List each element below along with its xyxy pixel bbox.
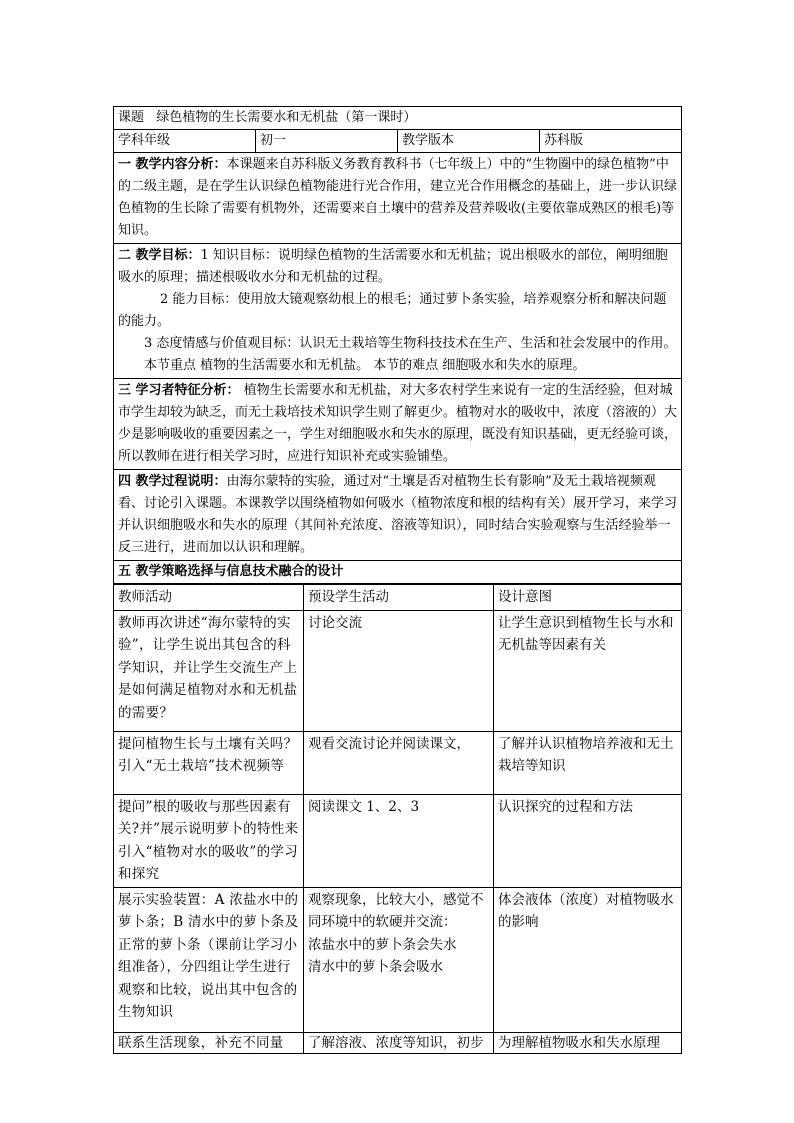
- strategy-heading: 五 教学策略选择与信息技术融合的设计: [114, 561, 682, 584]
- section-learner-analysis: [114, 379, 682, 470]
- key-points: 本节重点 植物的生活需要水和无机盐。 本节的难点 细胞吸水和失水的原理。: [144, 358, 586, 373]
- lesson-title: 绿色植物的生长需要水和无机盐（第一课时）: [156, 110, 417, 125]
- process-heading: 四 教学过程说明：: [118, 474, 227, 489]
- teacher-activity: 教师再次讲述“海尔蒙特的实验”，让学生说出其包含的科学知识，并让学生交流生产上是如何满足植物对水和无机盐的需要？: [114, 610, 304, 731]
- teaching-goals-cell: [114, 244, 682, 379]
- learner-analysis-text: 植物生长需要水和无机盐，对大多农村学生来说有一定的生活经验，但对城市学生却较为缺乏，而无土栽培技术知识学生则了解更少。植物对水的吸收中，浓度（溶液的）大少是影响吸收的重要因素之一，学生对细胞吸水和失水的原理，既没有知识基础，更无经验可谈，所以教师在进行相关学习时，应进行知识补充或实验铺垫。: [118, 383, 678, 464]
- title-row: [114, 107, 682, 130]
- section-strategy-heading-row: [114, 561, 682, 584]
- student-activity: 观察现象，比较大小，感觉不同环境中的软硬并交流： 浓盐水中的萝卜条会失水 清水中的萝卜条会吸水: [304, 887, 494, 1032]
- knowledge-goal: 1 知识目标：说明绿色植物的生活需要水和无机盐；说出根吸水的部位，阐明细胞吸水的原理；描述根吸收水分和无机盐的过程。: [118, 248, 668, 285]
- teacher-activity: 提问植物生长与土壤有关吗？引入“无土栽培”技术视频等: [114, 731, 304, 794]
- teaching-goals-heading: 二 教学目标：: [118, 248, 201, 263]
- title-cell: [114, 107, 682, 130]
- grade-label: 学科年级: [114, 130, 256, 153]
- student-activity: 讨论交流: [304, 610, 494, 731]
- section-content-analysis: [114, 153, 682, 244]
- student-activity: 了解溶液、浓度等知识，初步: [304, 1032, 494, 1053]
- activity-row: [114, 1032, 682, 1053]
- activity-row: [114, 610, 682, 731]
- student-activity: 阅读课文 1、2、3: [304, 794, 494, 887]
- section-teaching-goals: [114, 244, 682, 379]
- process-cell: [114, 470, 682, 561]
- grade-value: 初一: [256, 130, 398, 153]
- column-header: 教师活动: [114, 585, 304, 611]
- edition-value: 苏科版: [540, 130, 682, 153]
- process-text: 由海尔蒙特的实验，通过对“土壤是否对植物生长有影响”及无土栽培视频观看、讨论引入课题。本课教学以围绕植物如何吸水（植物浓度和根的结构有关）展开学习，来学习并认识细胞吸水和失水的原理（其间补充浓度、溶液等知识），同时结合实验观察与生活经验举一反三进行，进而加以认识和理解。: [118, 474, 678, 555]
- student-activity: 观看交流讨论并阅读课文，: [304, 731, 494, 794]
- title-label: 课题: [118, 110, 145, 125]
- lesson-plan-document: [113, 106, 681, 1054]
- activity-table: [113, 584, 682, 1054]
- meta-row: [114, 130, 682, 153]
- column-header: 预设学生活动: [304, 585, 494, 611]
- lesson-plan-table: [113, 106, 682, 584]
- content-analysis-cell: [114, 153, 682, 244]
- design-intent: 认识探究的过程和方法: [494, 794, 682, 887]
- learner-analysis-heading: 三 学习者特征分析：: [118, 383, 240, 398]
- content-analysis-text: 本课题来自苏科版义务教育教科书（七年级上）中的“生物圈中的绿色植物”中的二级主题，是在学生认识绿色植物能进行光合作用，建立光合作用概念的基础上，进一步认识绿色植物的生长除了需要有机物外，还需要来自土壤中的营养及营养吸收(主要依靠成熟区的根毛)等知识。: [118, 157, 678, 238]
- teacher-activity: 联系生活现象，补充不同量: [114, 1032, 304, 1053]
- learner-analysis-cell: [114, 379, 682, 470]
- design-intent: 为理解植物吸水和失水原理: [494, 1032, 682, 1053]
- content-analysis-heading: 一 教学内容分析：: [118, 157, 227, 172]
- teacher-activity: 提问”根的吸收与那些因素有关?并”展示说明萝卜的特性来引入“植物对水的吸收”的学习和探究: [114, 794, 304, 887]
- activity-row: [114, 794, 682, 887]
- activity-row: [114, 887, 682, 1032]
- design-intent: 体会液体（浓度）对植物吸水的影响: [494, 887, 682, 1032]
- activity-row: [114, 731, 682, 794]
- teacher-activity: 展示实验装置：A 浓盐水中的萝卜条；B 清水中的萝卜条及正常的萝卜条（课前让学习小组准备），分四组让学生进行观察和比较，说出其中包含的生物知识: [114, 887, 304, 1032]
- section-process: [114, 470, 682, 561]
- attitude-goal: 3 态度情感与价值观目标：认识无土栽培等生物科技技术在生产、生活和社会发展中的作用。: [144, 336, 677, 351]
- design-intent: 让学生意识到植物生长与水和无机盐等因素有关: [494, 610, 682, 731]
- ability-goal: 2 能力目标：使用放大镜观察幼根上的根毛；通过萝卜条实验，培养观察分析和解决问题的能力。: [118, 292, 667, 329]
- column-header: 设计意图: [494, 585, 682, 611]
- edition-label: 教学版本: [398, 130, 540, 153]
- design-intent: 了解并认识植物培养液和无土栽培等知识: [494, 731, 682, 794]
- activity-header-row: [114, 585, 682, 611]
